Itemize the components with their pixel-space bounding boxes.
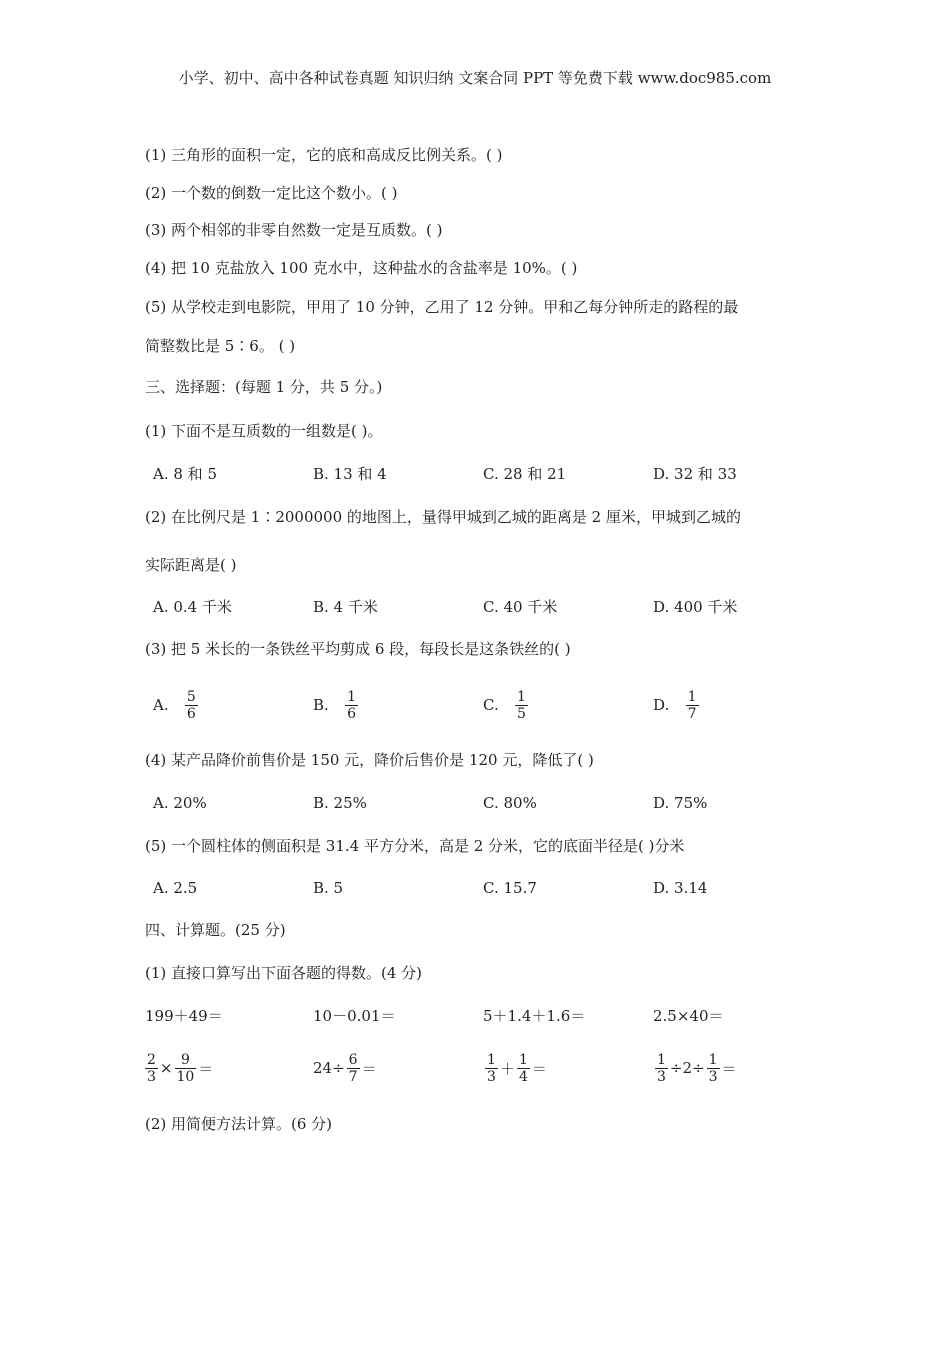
fraction [655, 1052, 668, 1085]
operator: ＋ [499, 1059, 515, 1078]
numerator: 5 [186, 688, 196, 705]
fraction [145, 1052, 158, 1085]
numerator: 1 [687, 688, 697, 705]
numerator: 1 [517, 688, 526, 705]
numerator: 1 [708, 1051, 718, 1068]
choice-q4-option-c: C. 80% [483, 794, 537, 812]
choice-q4-option-d: D. 75% [653, 794, 708, 812]
judge-item-3: (3) 两个相邻的非零自然数一定是互质数。( ) [145, 221, 443, 239]
calc-expr: 5＋1.4＋1.6＝ [483, 1007, 586, 1025]
choice-q3-stem: (3) 把 5 米长的一条铁丝平均剪成 6 段，每段长是这条铁丝的( ) [145, 640, 571, 658]
judge-item-5: (5) 从学校走到电影院，甲用了 10 分钟，乙用了 12 分钟。甲和乙每分钟所走的路程的最 [145, 298, 739, 316]
fraction [686, 689, 699, 722]
choice-q4-stem: (4) 某产品降价前售价是 150 元，降价后售价是 120 元，降低了( ) [145, 751, 594, 769]
choice-q1-stem: (1) 下面不是互质数的一组数是( )。 [145, 422, 383, 440]
choice-q3-option-c [483, 684, 530, 726]
page-header: 小学、初中、高中各种试卷真题 知识归纳 文案合同 PPT 等免费下载 www.doc985.com [178, 69, 772, 87]
judge-item-4: (4) 把 10 克盐放入 100 克水中，这种盐水的含盐率是 10%。( ) [145, 259, 578, 277]
numerator: 1 [347, 688, 357, 705]
option-label: C. [483, 696, 499, 714]
choice-q4-option-b: B. 25% [313, 794, 367, 812]
numerator: 1 [487, 1051, 496, 1068]
choice-q1-option-d: D. 32 和 33 [653, 465, 737, 483]
operator: × [159, 1059, 173, 1077]
calc-expr-fraction-a [143, 1047, 213, 1089]
fraction [345, 689, 358, 722]
choice-q2-stem: (2) 在比例尺是 1∶2000000 的地图上，量得甲城到乙城的距离是 2 厘米，甲城到乙城的 [145, 508, 741, 526]
calc-part1-instruction: (1) 直接口算写出下面各题的得数。(4 分) [145, 964, 423, 982]
option-label: D. [653, 696, 670, 714]
fraction [517, 1052, 530, 1085]
calc-expr-fraction-c [483, 1047, 547, 1089]
choice-heading: 三、选择题：(每题 1 分，共 5 分。) [145, 378, 383, 396]
equals-sign: ＝ [361, 1059, 377, 1078]
calc-expr-fraction-b [313, 1047, 377, 1089]
expression-prefix: 24÷ [313, 1059, 345, 1077]
denominator: 3 [657, 1068, 666, 1085]
choice-q5-option-b: B. 5 [313, 879, 344, 897]
judge-item-2: (2) 一个数的倒数一定比这个数小。( ) [145, 184, 398, 202]
numerator: 9 [180, 1051, 190, 1068]
choice-q4-option-a: A. 20% [153, 794, 207, 812]
denominator: 7 [348, 1068, 358, 1085]
choice-q2-option-d: D. 400 千米 [653, 598, 738, 616]
judge-item-5-cont: 简整数比是 5∶6。 ( ) [145, 337, 296, 355]
calc-heading: 四、计算题。(25 分) [145, 921, 286, 939]
denominator: 3 [147, 1068, 156, 1085]
denominator: 10 [176, 1068, 195, 1085]
choice-q2-option-a: A. 0.4 千米 [153, 598, 232, 616]
equals-sign: ＝ [198, 1059, 214, 1078]
fraction [515, 689, 528, 722]
choice-q2-option-c: C. 40 千米 [483, 598, 558, 616]
choice-q2-option-b: B. 4 千米 [313, 598, 378, 616]
equals-sign: ＝ [721, 1059, 737, 1078]
choice-q2-stem-cont: 实际距离是( ) [145, 556, 237, 574]
choice-q5-option-a: A. 2.5 [153, 879, 198, 897]
denominator: 4 [518, 1068, 528, 1085]
calc-expr: 2.5×40＝ [653, 1007, 724, 1025]
calc-expr-fraction-d [653, 1047, 737, 1089]
fraction [707, 1052, 720, 1085]
numerator: 2 [147, 1051, 156, 1068]
fraction [347, 1052, 360, 1085]
choice-q3-option-b [313, 684, 360, 726]
denominator: 7 [687, 705, 697, 722]
denominator: 3 [487, 1068, 496, 1085]
numerator: 1 [518, 1051, 528, 1068]
choice-q5-stem: (5) 一个圆柱体的侧面积是 31.4 平方分米，高是 2 分米，它的底面半径是( )分米 [145, 837, 685, 855]
choice-q1-option-b: B. 13 和 4 [313, 465, 387, 483]
operator: ÷2÷ [669, 1059, 705, 1077]
numerator: 6 [348, 1051, 358, 1068]
denominator: 5 [517, 705, 526, 722]
choice-q5-option-d: D. 3.14 [653, 879, 708, 897]
numerator: 1 [657, 1051, 666, 1068]
denominator: 3 [708, 1068, 718, 1085]
option-label: B. [313, 696, 329, 714]
fraction [485, 1052, 498, 1085]
choice-q1-option-c: C. 28 和 21 [483, 465, 567, 483]
option-label: A. [153, 696, 169, 714]
choice-q3-option-a [153, 684, 200, 726]
denominator: 6 [347, 705, 357, 722]
judge-item-1: (1) 三角形的面积一定，它的底和高成反比例关系。( ) [145, 146, 503, 164]
calc-expr: 199＋49＝ [145, 1007, 223, 1025]
equals-sign: ＝ [531, 1059, 547, 1078]
calc-part2-instruction: (2) 用简便方法计算。(6 分) [145, 1115, 333, 1133]
calc-expr: 10－0.01＝ [313, 1007, 396, 1025]
fraction [185, 689, 198, 722]
denominator: 6 [186, 705, 196, 722]
choice-q1-option-a: A. 8 和 5 [153, 465, 217, 483]
fraction [175, 1052, 197, 1085]
choice-q3-option-d [653, 684, 701, 726]
choice-q5-option-c: C. 15.7 [483, 879, 537, 897]
